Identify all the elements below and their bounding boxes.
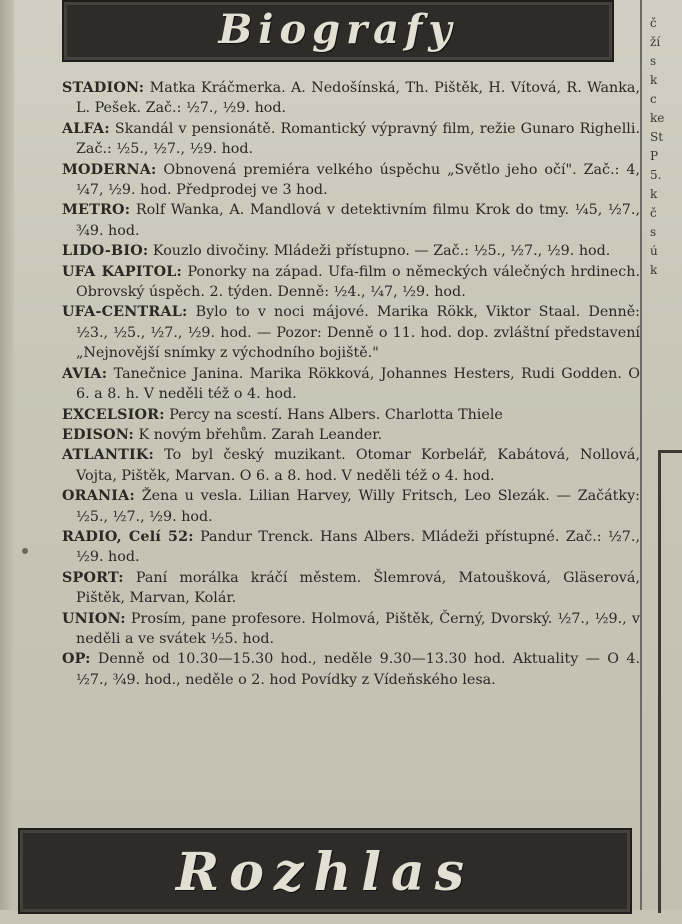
fragment-line: P: [650, 149, 659, 163]
fragment-line: ží: [650, 35, 661, 49]
listing-text: Bylo to v noci májové. Marika Rökk, Viktor Staal. Denně: ½3., ½5., ½7., ½9. hod. — Pozor: Denně o 11. hod. dop. zvláštní představení „Nejnovější snímky z východního bojiště.": [76, 304, 640, 362]
fragment-line: k: [650, 73, 658, 87]
listing-text: Ponorky na západ. Ufa-film o německých válečných hrdinech. Obrovský úspěch. 2. týden. Denně: ½4., ¼7, ½9. hod.: [76, 263, 640, 301]
listing-text: To byl český muzikant. Otomar Korbelář, Kabátová, Nollová, Vojta, Pištěk, Marvan. O 6. a 8. hod. V neděli též o 4. hod.: [76, 447, 640, 484]
listing-entry: [62, 364, 640, 405]
cinema-name: ORANIA:: [62, 488, 135, 505]
fragment-line: 5.: [650, 168, 662, 182]
listing-text: Kouzlo divočiny. Mládeži přístupno. — Zač.: ½5., ½7., ½9. hod.: [148, 243, 611, 260]
section-title: Biografy: [218, 6, 458, 53]
listing-entry: [62, 425, 640, 445]
fragment-line: č: [650, 16, 657, 30]
cinema-name: ATLANTIK:: [62, 447, 154, 464]
cinema-listings: [62, 78, 640, 690]
listing-entry: [62, 200, 640, 241]
cinema-name: RADIO, Celí 52:: [62, 528, 194, 545]
fragment-line: s: [650, 54, 657, 68]
listing-text: Prosím, pane profesore. Holmová, Pištěk, Černý, Dvorský. ½7., ½9., v neděli a ve svátek ½5. hod.: [76, 610, 640, 647]
fragment-line: č: [650, 206, 657, 220]
fragment-line: ú: [650, 244, 658, 258]
listing-entry: [62, 445, 640, 486]
cinema-name: OP:: [62, 651, 91, 668]
listing-entry: [62, 527, 640, 568]
cinema-name: MODERNA:: [62, 161, 157, 178]
listing-text: Percy na scestí. Hans Albers. Charlotta Thiele: [164, 406, 503, 423]
listing-entry: [62, 609, 640, 650]
listing-entry: [62, 241, 640, 261]
adjacent-box-border: [658, 450, 682, 913]
cinema-name: SPORT:: [62, 569, 124, 586]
listing-text: Denně od 10.30—15.30 hod., neděle 9.30—13.30 hod. Aktuality — O 4. ½7., ¾9. hod., neděle o 2. hod Povídky z Vídeňského lesa.: [76, 651, 640, 688]
fragment-line: ke: [650, 111, 665, 125]
cinema-name: LIDO-BIO:: [62, 243, 149, 260]
cinema-name: UFA-CENTRAL:: [62, 304, 188, 321]
listing-entry: [62, 160, 640, 201]
listing-text: Paní morálka kráčí městem. Šlemrová, Matoušková, Gläserová, Pištěk, Marvan, Kolár.: [76, 569, 640, 607]
cinema-name: UFA KAPITOL:: [62, 263, 182, 280]
listing-entry: [62, 405, 640, 425]
cinema-name: AVIA:: [62, 365, 108, 382]
cinema-name: EXCELSIOR:: [62, 406, 165, 423]
listing-text: Žena u vesla. Lilian Harvey, Willy Fritsch, Leo Slezák. — Začátky: ½5., ½7., ½9. hod.: [76, 488, 640, 525]
listing-entry: [62, 649, 640, 690]
fragment-line: k: [650, 187, 658, 201]
fragment-line: St: [650, 130, 664, 144]
listing-text: Obnovená premiéra velkého úspěchu „Světlo jeho očí". Zač.: 4, ¼7, ½9. hod. Předprodej ve 3 hod.: [76, 161, 640, 199]
listing-text: Pandur Trenck. Hans Albers. Mládeži přístupné. Zač.: ½7., ½9. hod.: [76, 528, 640, 566]
cinema-name: STADION:: [62, 80, 145, 96]
listing-text: K novým břehům. Zarah Leander.: [134, 426, 383, 443]
listing-entry: [62, 302, 640, 363]
section-banner-biografy: [62, 0, 614, 62]
section-title-footer: Rozhlas: [176, 842, 474, 903]
listing-entry: [62, 78, 640, 119]
column-divider: [640, 0, 642, 910]
cinema-name: EDISON:: [62, 426, 134, 443]
listing-entry: [62, 568, 640, 609]
listing-entry: [62, 262, 640, 303]
listing-text: Rolf Wanka, A. Mandlová v detektivním filmu Krok do tmy. ¼5, ½7., ¾9. hod.: [76, 202, 640, 239]
fragment-line: s: [650, 225, 657, 239]
fragment-line: k: [650, 263, 658, 277]
listing-entry: [62, 486, 640, 527]
paper-stain: [22, 548, 28, 554]
cinema-name: ALFA:: [62, 120, 110, 137]
page-edge-shadow: [0, 0, 14, 910]
listing-entry: [62, 119, 640, 160]
listing-text: Skandál v pensionátě. Romantický výpravný film, režie Gunaro Righelli. Zač.: ½5., ½7., ½9. hod.: [76, 120, 640, 158]
cinema-name: METRO:: [62, 202, 131, 219]
section-banner-rozhlas: [18, 828, 632, 914]
listing-text: Matka Kráčmerka. A. Nedošínská, Th. Pištěk, H. Vítová, R. Wanka, L. Pešek. Zač.: ½7., ½9. hod.: [76, 80, 640, 117]
fragment-line: c: [650, 92, 657, 106]
cinema-name: UNION:: [62, 610, 126, 627]
listing-text: Tanečnice Janina. Marika Rökková, Johannes Hesters, Rudi Godden. O 6. a 8. h. V neděli též o 4. hod.: [76, 365, 640, 403]
